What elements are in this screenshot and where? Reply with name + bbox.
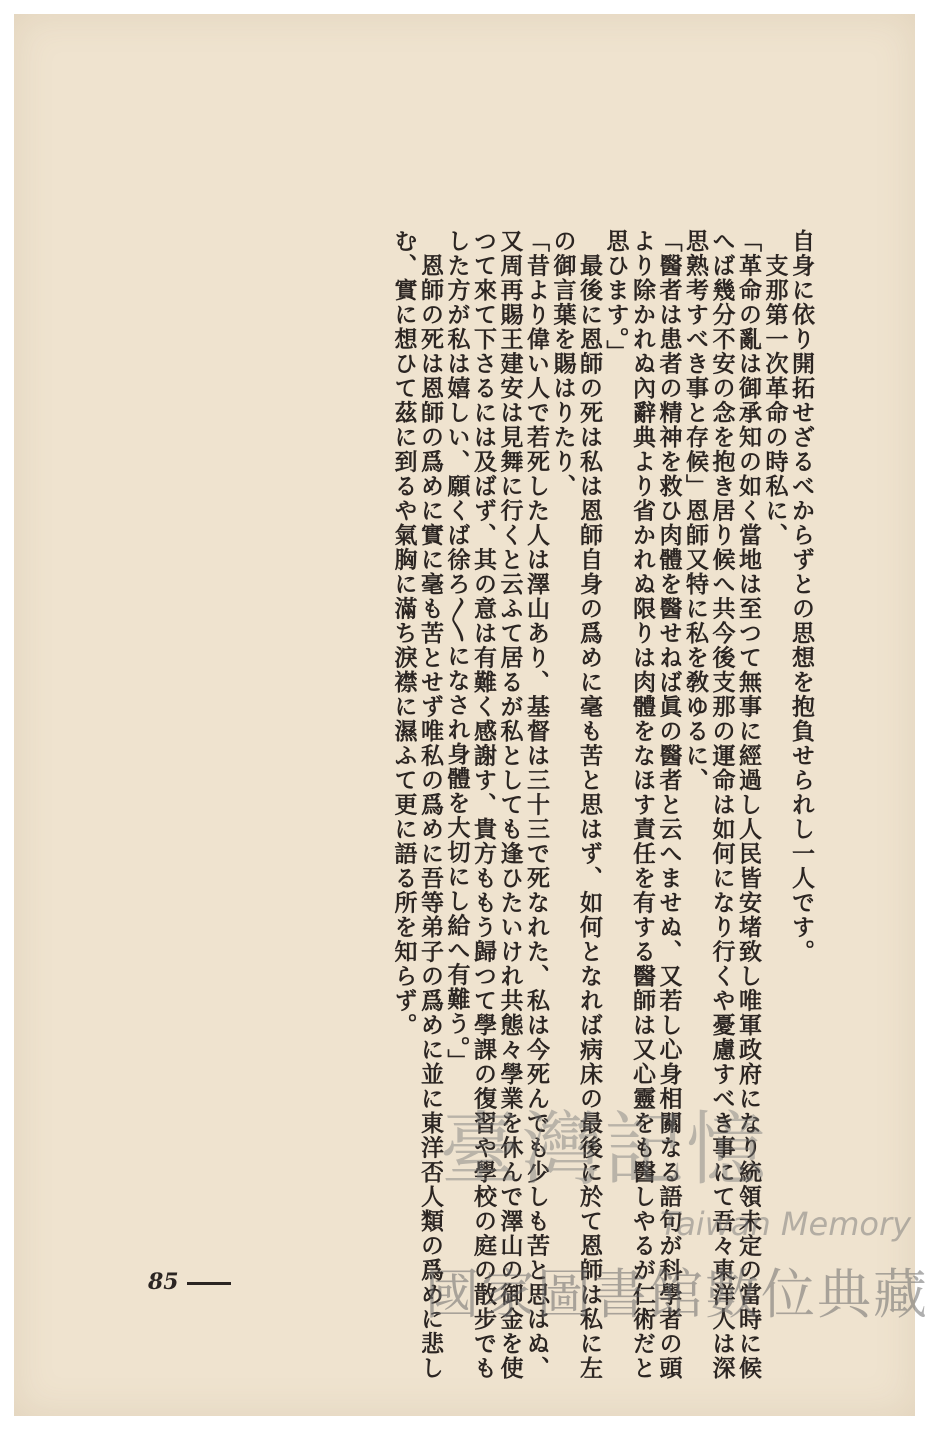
watermark-english: Taiwan Memory [660,1205,912,1243]
text-column: の御言葉を賜はりたり、 [549,229,577,499]
text-column: 自身に依り開拓せざるべからずとの思想を抱負せられし一人です。 [788,229,815,964]
text-column: 「昔より偉い人で若死した人は澤山あり、基督は三十三で死なれた、私は今死んでも少しも苦と思はぬ、 [523,229,550,1381]
watermark-title: 臺灣記憶 [440,1103,768,1196]
text-column: つて來て下さるには及ばず、其の意は有難く感謝す、貴方ももう歸つて學課の復習や學校の庭の散步でも [470,229,497,1381]
text-column: 又周再賜王建安は見舞に行くと云ふて居るが私としても逢ひたいけれ共態々學業を休んで澤山の御金を使 [496,229,524,1381]
text-column: 「醫者は患者の精神を救ひ肉體を醫せねば眞の醫者と云へませぬ、又若し心身相關なる語句が科學者の頭 [655,229,683,1381]
text-column: 思ひます。」 [602,229,630,365]
text-column: 支那第一次革命の時私に、 [761,229,789,548]
text-column: より除かれぬ內辭典より省かれぬ限りは肉體をなほす責任を有する醫師は又心靈をも醫しやるが仁術だと [629,229,656,1381]
text-column: 最後に恩師の死は私は恩師自身の爲めに毫も苦と思はず、如何となれば病床の最後に於て恩師は私に左 [576,229,603,1381]
page-number-rule [187,1282,231,1285]
text-column: した方が私は嬉しい、願くば徐ろ〳〵になされ身體を大切にし給へ有難う。」 [443,229,471,1074]
page-number-text: 85 [148,1269,179,1295]
text-column: へば幾分不安の念を抱き居り候へ共今後支那の運命は如何になり行くや憂慮すべき事にて吾々東洋人は深 [708,229,736,1381]
text-column: 思熟考すべき事と存候」恩師又特に私を敎ゆるに、 [682,229,709,793]
watermark-org: 國家圖書館數位典藏 [425,1263,929,1326]
page-number [148,1269,231,1295]
text-column: む、實に想ひて茲に到るや氣胸に滿ち淚襟に濕ふて更に語る所を知らず。 [390,229,418,1038]
text-column: 恩師の死は恩師の爲めに實に毫も苦とせず唯私の爲めに吾等弟子の爲めに並に東洋否人類の爲めに悲し [417,229,444,1381]
text-column: 「革命の亂は御承知の如く當地は至つて無事に經過し人民皆安堵致し唯軍政府になり統領未定の當時に候 [735,229,762,1381]
